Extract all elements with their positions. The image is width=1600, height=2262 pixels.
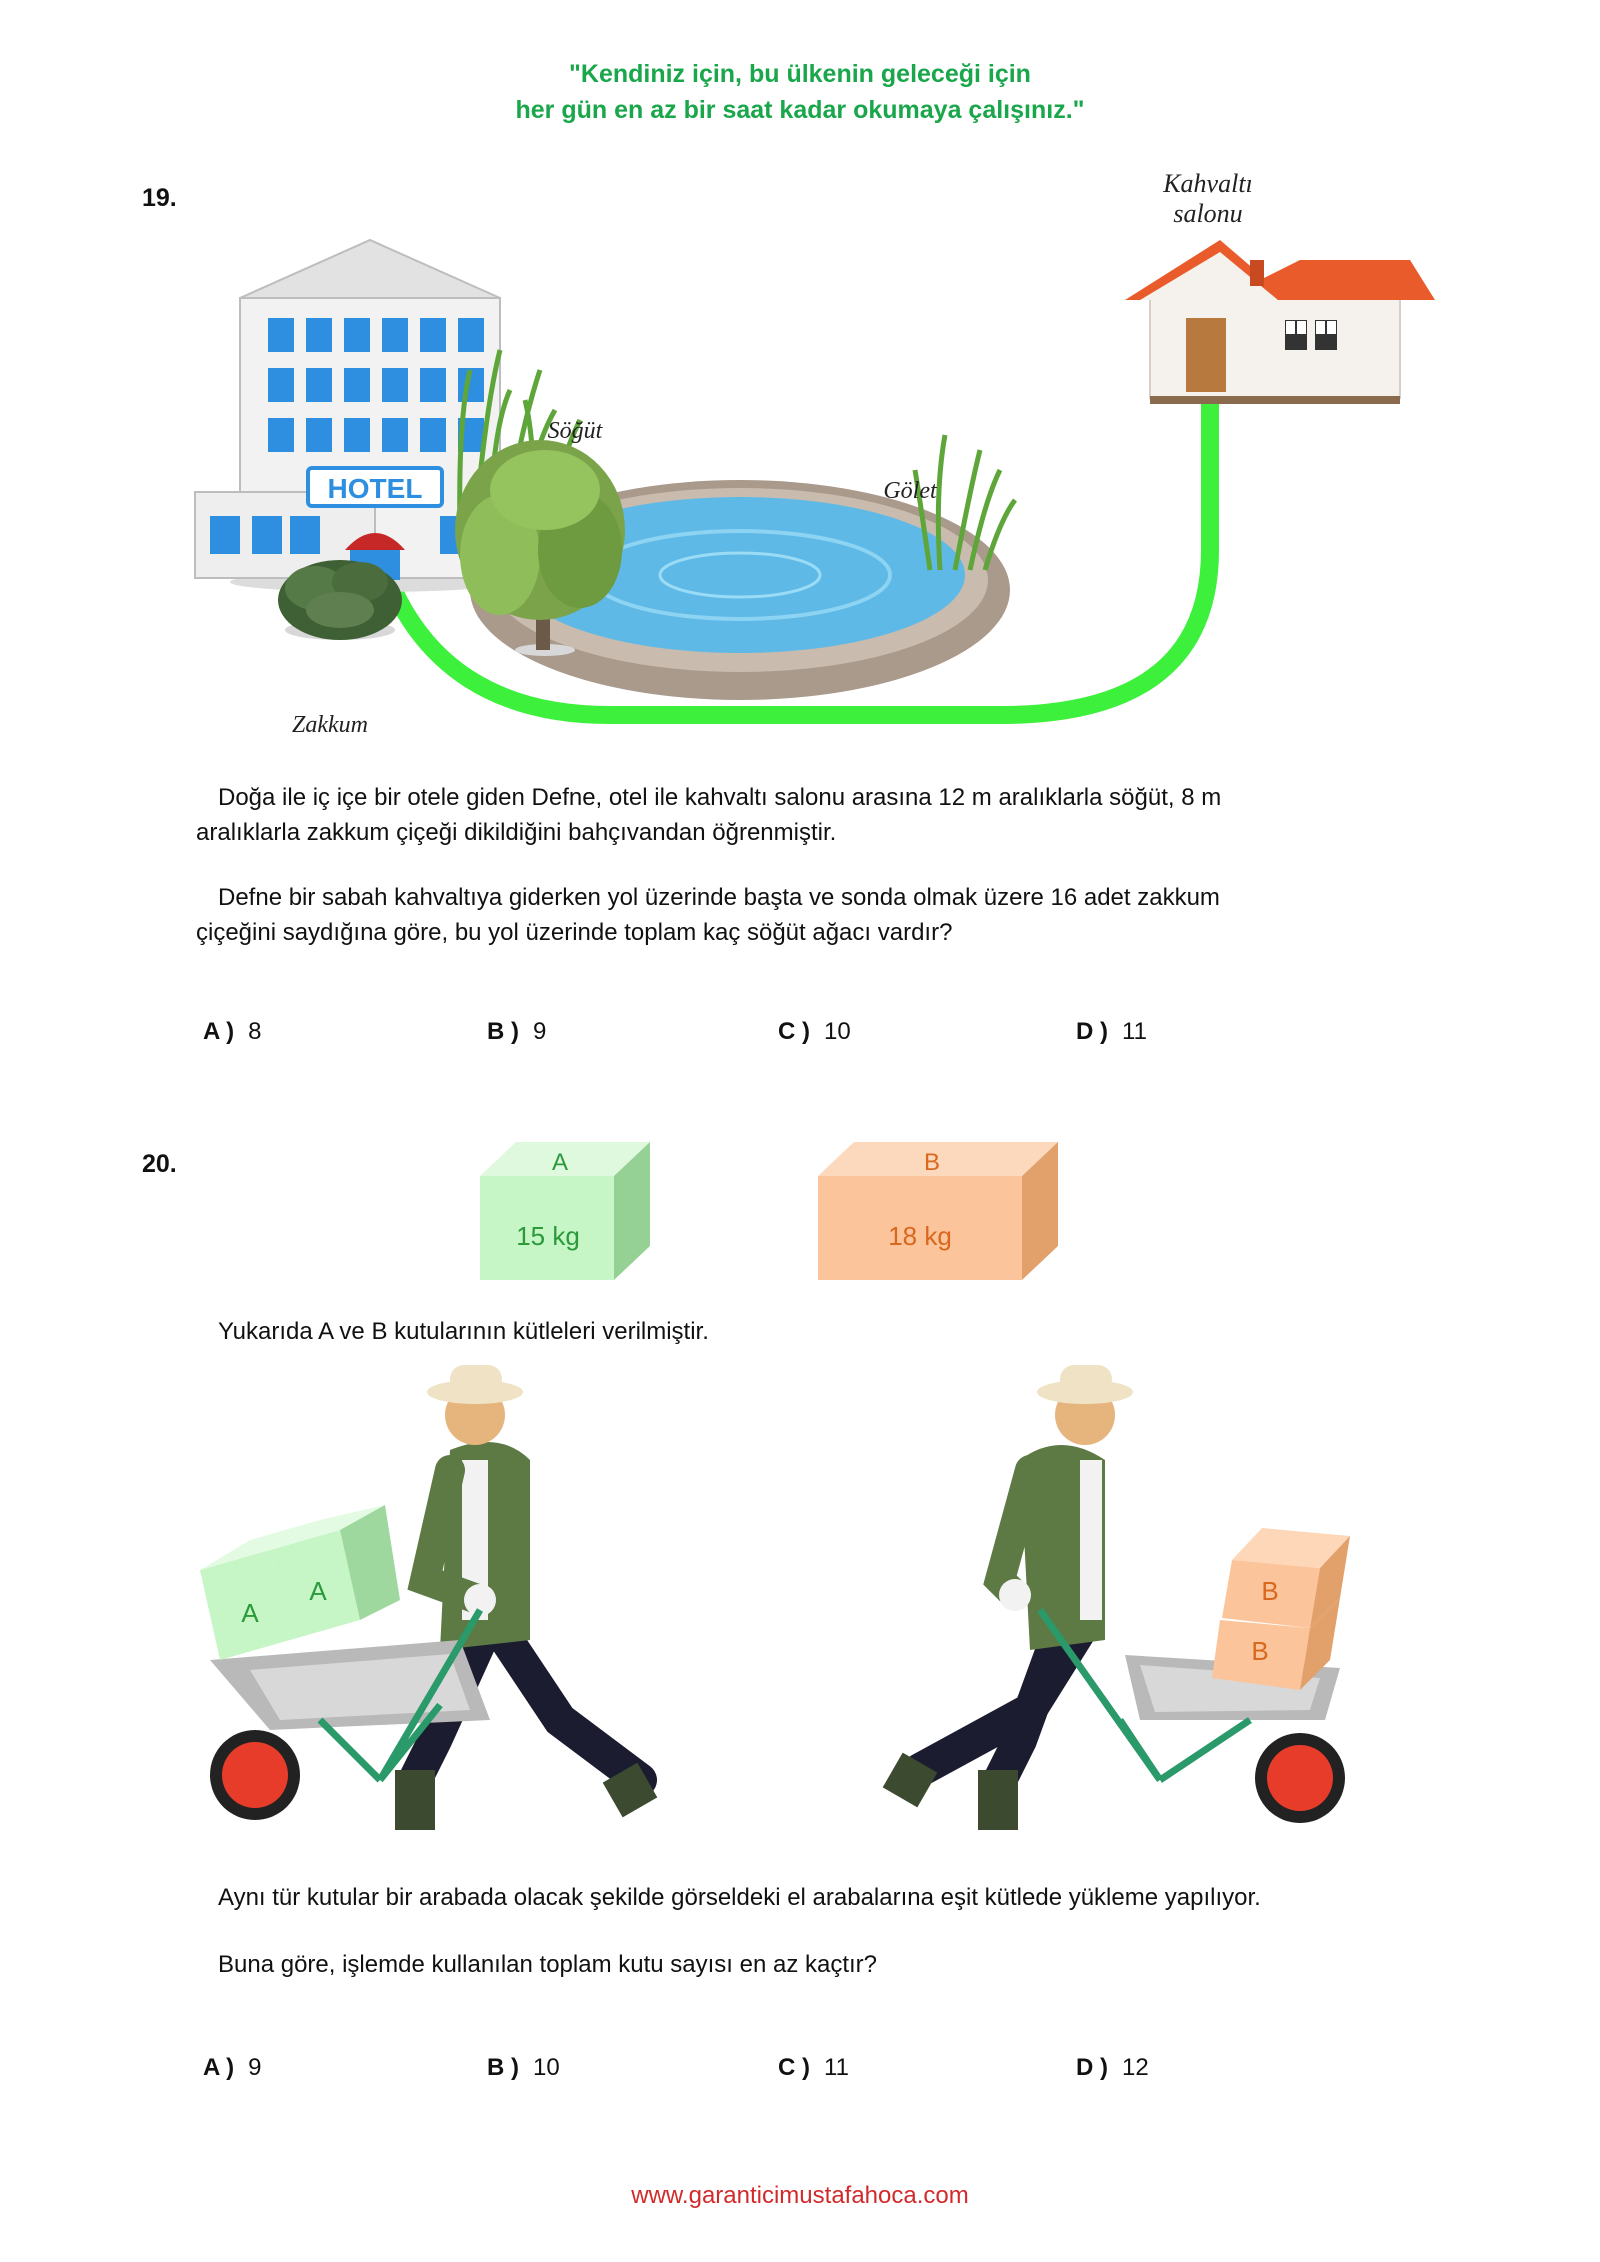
q20-paragraph2: Buna göre, işlemde kullanılan toplam kutu sayısı en az kaçtır? [218, 1951, 878, 1978]
q20-intro: Yukarıda A ve B kutularının kütleleri verilmiştir. [218, 1318, 709, 1345]
box-b-mass: 18 kg [888, 1221, 952, 1251]
q19-paragraph2-line1: Defne bir sabah kahvaltıya giderken yol üzerinde başta ve sonda olmak üzere 16 adet zakkum [218, 884, 1220, 911]
footer-url[interactable]: www.garanticimustafahoca.com [631, 2182, 969, 2209]
question-20-number: 20. [142, 1150, 177, 1178]
q19-option-b[interactable]: B ) 9 [487, 1018, 547, 1045]
hotel-sign: HOTEL [327, 473, 423, 504]
zakkum-bush-icon [278, 560, 402, 640]
q19-paragraph2-line2: çiçeğini saydığına göre, bu yol üzerinde toplam kaç söğüt ağacı vardır? [196, 919, 953, 946]
question-19-number: 19. [142, 184, 177, 212]
zakkum-label: Zakkum [292, 712, 368, 738]
motto-line-1: "Kendiniz için, bu ülkenin geleceği için [569, 60, 1031, 88]
cart-left-box-label-2: A [309, 1576, 327, 1606]
q19-paragraph1-line2: aralıklarla zakkum çiçeği dikildiğini bahçıvandan öğrenmiştir. [196, 819, 837, 846]
sogut-label: Söğüt [547, 418, 603, 444]
box-a-mass: 15 kg [516, 1221, 580, 1251]
worker-left-icon [395, 1365, 657, 1830]
q19-illustration [140, 170, 1460, 750]
motto-line-2: her gün en az bir saat kadar okumaya çalışınız." [515, 96, 1085, 124]
kahvalti-label-line2: salonu [1173, 199, 1243, 228]
house-icon [1125, 240, 1435, 404]
box-a-letter: A [551, 1149, 569, 1176]
cart-left-box-label-1: A [241, 1598, 259, 1628]
q20-paragraph1: Aynı tür kutular bir arabada olacak şekilde görseldeki el arabalarına eşit kütlede yükleme yapılıyor. [218, 1884, 1261, 1911]
q19-paragraph1-line1: Doğa ile iç içe bir otele giden Defne, otel ile kahvaltı salonu arasına 12 m aralıklarla söğüt, 8 m [218, 784, 1222, 811]
cart-right-boxes [1212, 1528, 1350, 1690]
q19-option-c[interactable]: C ) 10 [778, 1018, 851, 1045]
cart-right-box-label-1: B [1261, 1576, 1279, 1606]
golet-label: Gölet [883, 478, 937, 504]
q19-option-d[interactable]: D ) 11 [1076, 1018, 1147, 1045]
kahvalti-label-line1: Kahvaltı [1163, 170, 1253, 198]
q20-wheelbarrow-illustration [200, 1360, 1400, 1830]
cart-left-boxes [200, 1505, 400, 1660]
q20-option-c[interactable]: C ) 11 [778, 2054, 849, 2081]
q20-option-b[interactable]: B ) 10 [487, 2054, 560, 2081]
box-b-letter: B [923, 1149, 941, 1176]
q19-option-a[interactable]: A ) 8 [203, 1018, 262, 1045]
q20-option-d[interactable]: D ) 12 [1076, 2054, 1149, 2081]
q20-boxes [470, 1140, 1070, 1290]
worker-right-icon [883, 1365, 1133, 1830]
cart-right-box-label-2: B [1251, 1636, 1269, 1666]
q20-option-a[interactable]: A ) 9 [203, 2054, 262, 2081]
